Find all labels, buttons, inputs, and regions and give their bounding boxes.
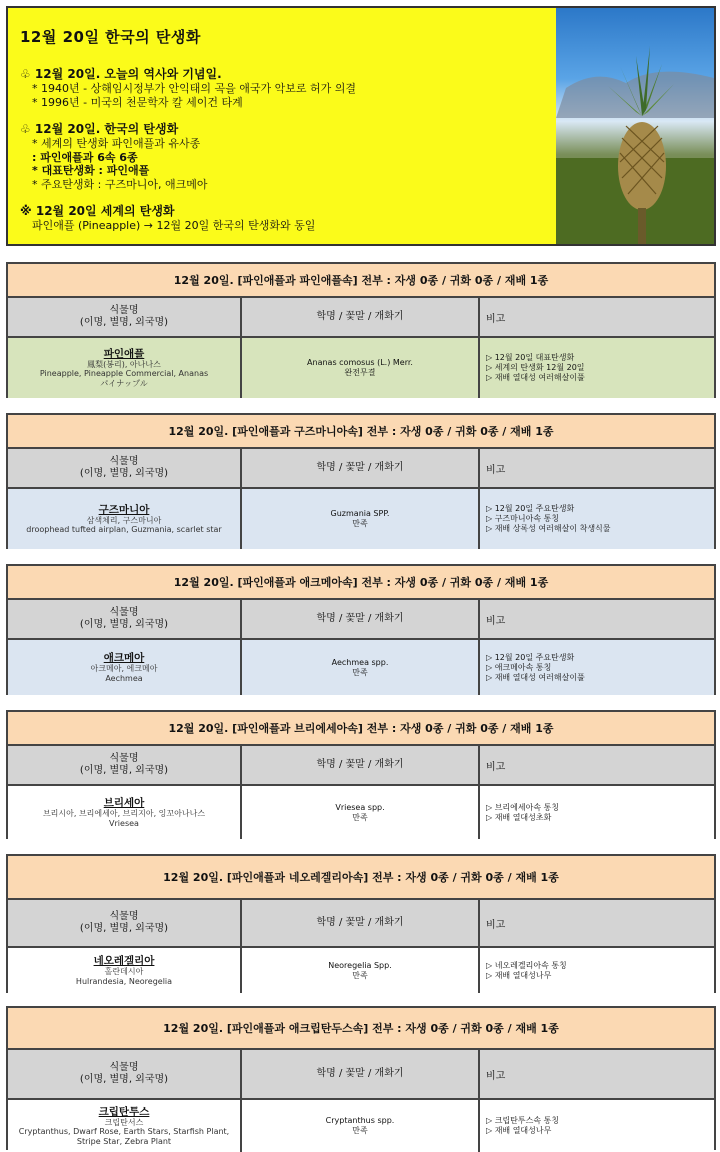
col-sci-header: 학명 / 꽃말 / 개화기 xyxy=(242,900,480,946)
col-name-label: 식물명 xyxy=(109,607,139,618)
col-name-header xyxy=(8,1050,242,1098)
col-name-sublabel: (이명, 별명, 외국명) xyxy=(79,317,169,328)
col-sci-header: 학명 / 꽃말 / 개화기 xyxy=(242,449,480,487)
note-line: ▷ 네오레겔리아속 통칭 xyxy=(486,960,567,970)
sci-cell xyxy=(242,489,480,549)
note-line: ▷ 재배 열대성초화 xyxy=(486,812,552,822)
section-title: 12월 20일. [파인애플과 파인애플속] 전부 : 자생 0종 / 귀화 0종 / 재배 1종 xyxy=(8,264,714,298)
korea-flower-heading: ♧ 12월 20일. 한국의 탄생화 xyxy=(20,122,179,136)
section-title: 12월 20일. [파인애플과 애크메아속] 전부 : 자생 0종 / 귀화 0종 / 재배 1종 xyxy=(8,566,714,600)
plant-name-cell xyxy=(8,1100,242,1152)
plant-name-cell xyxy=(8,786,242,839)
col-note-header: 비고 xyxy=(486,464,506,476)
col-name-header xyxy=(8,449,242,487)
section-title: 12월 20일. [파인애플과 애크립탄두스속] 전부 : 자생 0종 / 귀화 0종 / 재배 1종 xyxy=(8,1008,714,1050)
note-line: ▷ 12월 20일 주요탄생화 xyxy=(486,504,575,513)
world-flower-block xyxy=(20,204,560,233)
plant-foreign-name: Hulrandesia, Neoregelia xyxy=(75,976,173,986)
note-line: ▷ 12월 20일 대표탄생화 xyxy=(486,353,575,362)
note-cell xyxy=(480,948,714,993)
col-name-label: 식물명 xyxy=(109,456,139,467)
plant-name-cell xyxy=(8,489,242,549)
history-heading: ♧ 12월 20일. 오늘의 역사와 기념일. xyxy=(20,67,222,81)
scientific-name: Ananas comosus (L.) Merr. xyxy=(307,358,413,367)
korea-flower-line: * 대표탄생화 : 파인애플 xyxy=(32,164,150,177)
plant-name: 크립탄투스 xyxy=(98,1105,150,1118)
history-block xyxy=(20,67,560,109)
table-header-row xyxy=(8,298,714,338)
table-row xyxy=(8,640,714,695)
plant-japanese-name: パイナップル xyxy=(100,378,148,388)
col-name-label: 식물명 xyxy=(109,1062,139,1073)
note-line: ▷ 재배 열대성나무 xyxy=(486,1126,552,1135)
note-line: ▷ 애크메아속 통칭 xyxy=(486,662,552,672)
plant-foreign-name: Aechmea xyxy=(105,673,143,683)
col-note-header: 비고 xyxy=(486,615,506,627)
col-note-header: 비고 xyxy=(486,919,506,931)
korea-flower-line: : 파인애플과 6속 6종 xyxy=(32,150,138,164)
plant-name: 브리세아 xyxy=(103,797,145,809)
history-line: * 1940년 - 상해임시정부가 안익태의 곡을 애국가 악보로 허가 의결 xyxy=(32,82,356,95)
pineapple-illustration xyxy=(556,8,714,244)
plant-alias: 삼색체리, 구스마니아 xyxy=(86,515,162,525)
flower-meaning: 만족 xyxy=(352,812,368,822)
col-name-header xyxy=(8,600,242,638)
plant-alias: 크립탄서스 xyxy=(104,1117,144,1127)
section-title: 12월 20일. [파인애플과 네오레겔리아속] 전부 : 자생 0종 / 귀화 0종 / 재배 1종 xyxy=(8,856,714,900)
section-title: 12월 20일. [파인애플과 구즈마니아속] 전부 : 자생 0종 / 귀화 0종 / 재배 1종 xyxy=(8,415,714,449)
flower-section xyxy=(6,1006,716,1150)
plant-foreign-name: Pineapple, Pineapple Commercial, Ananas xyxy=(39,369,209,379)
note-line: ▷ 브리에세아속 통칭 xyxy=(486,802,560,812)
note-line: ▷ 12월 20일 주요탄생화 xyxy=(486,652,575,662)
note-line: ▷ 크립탄투스속 통칭 xyxy=(486,1116,560,1125)
table-row xyxy=(8,489,714,549)
flower-meaning: 만족 xyxy=(352,1126,368,1135)
table-row xyxy=(8,786,714,839)
scientific-name: Neoregelia Spp. xyxy=(328,960,392,970)
flower-section xyxy=(6,710,716,839)
flower-meaning: 만족 xyxy=(352,519,368,528)
plant-name-cell xyxy=(8,640,242,695)
table-header-row xyxy=(8,746,714,786)
col-name-label: 식물명 xyxy=(109,305,139,316)
plant-foreign-name: droophead tufted airplan, Guzmania, scarlet star xyxy=(26,525,222,534)
col-name-header xyxy=(8,900,242,946)
col-name-label: 식물명 xyxy=(109,753,139,764)
korea-flower-block xyxy=(20,122,560,191)
col-sci-header: 학명 / 꽃말 / 개화기 xyxy=(242,298,480,336)
note-line: ▷ 세계의 탄생화 12월 20일 xyxy=(486,363,585,372)
page-title: 12월 20일 한국의 탄생화 xyxy=(20,28,201,46)
history-line: * 1996년 - 미국의 천문학자 칼 세이건 타계 xyxy=(32,95,243,109)
flower-meaning: 완전무결 xyxy=(344,368,376,377)
note-cell xyxy=(480,640,714,695)
flower-meaning: 만족 xyxy=(352,667,368,677)
scientific-name: Guzmania SPP. xyxy=(330,509,390,518)
col-sci-header: 학명 / 꽃말 / 개화기 xyxy=(242,1050,480,1098)
table-row xyxy=(8,338,714,398)
plant-alias: 아크메아, 에크메아 xyxy=(90,664,158,673)
plant-alias: 鳳梨(봉리), 아나나스 xyxy=(87,359,161,369)
note-cell xyxy=(480,489,714,549)
world-flower-line: 파인애플 (Pineapple) → 12월 20일 한국의 탄생화와 동일 xyxy=(32,219,316,232)
plant-name-cell xyxy=(8,338,242,398)
world-flower-heading: ※ 12월 20일 세계의 탄생화 xyxy=(20,204,175,218)
note-line: ▷ 구즈마니아속 통칭 xyxy=(486,514,560,523)
plant-name: 네오레겔리아 xyxy=(93,955,155,967)
note-cell xyxy=(480,786,714,839)
plant-name: 애크메아 xyxy=(103,652,145,664)
col-sci-header: 학명 / 꽃말 / 개화기 xyxy=(242,746,480,784)
table-row xyxy=(8,948,714,993)
sci-cell xyxy=(242,786,480,839)
table-header-row xyxy=(8,449,714,489)
table-row xyxy=(8,1100,714,1152)
col-name-sublabel: (이명, 별명, 외국명) xyxy=(79,619,169,630)
korea-flower-line: * 세계의 탄생화 파인애플과 유사종 xyxy=(32,137,201,150)
scientific-name: Cryptanthus spp. xyxy=(325,1116,395,1125)
flower-section xyxy=(6,413,716,549)
col-sci-header: 학명 / 꽃말 / 개화기 xyxy=(242,600,480,638)
pineapple-photo xyxy=(556,8,714,244)
plant-foreign-name: Vriesea xyxy=(109,818,139,828)
note-cell xyxy=(480,1100,714,1152)
sci-cell xyxy=(242,1100,480,1152)
scientific-name: Vriesea spp. xyxy=(335,802,385,812)
col-name-sublabel: (이명, 별명, 외국명) xyxy=(79,1074,169,1085)
col-name-sublabel: (이명, 별명, 외국명) xyxy=(79,923,169,934)
col-name-label: 식물명 xyxy=(109,911,139,922)
col-note-header: 비고 xyxy=(486,1070,506,1082)
table-header-row xyxy=(8,900,714,948)
flower-section xyxy=(6,564,716,695)
scientific-name: Aechmea spp. xyxy=(331,657,389,667)
plant-name: 구즈마니아 xyxy=(98,503,150,516)
note-cell xyxy=(480,338,714,398)
table-header-row xyxy=(8,600,714,640)
flower-meaning: 만족 xyxy=(352,970,368,980)
plant-name: 파인애플 xyxy=(103,347,145,360)
flower-section xyxy=(6,262,716,398)
table-header-row xyxy=(8,1050,714,1100)
plant-alias: 홀란데시아 xyxy=(104,967,144,976)
sci-cell xyxy=(242,948,480,993)
korea-flower-line: * 주요탄생화 : 구즈마니아, 애크메아 xyxy=(32,177,208,191)
col-name-sublabel: (이명, 별명, 외국명) xyxy=(79,765,169,776)
sci-cell xyxy=(242,640,480,695)
col-note-header: 비고 xyxy=(486,761,506,773)
section-title: 12월 20일. [파인애플과 브리에세아속] 전부 : 자생 0종 / 귀화 0종 / 재배 1종 xyxy=(8,712,714,746)
col-name-header xyxy=(8,298,242,336)
plant-name-cell xyxy=(8,948,242,993)
note-line: ▷ 재배 열대성나무 xyxy=(486,970,552,980)
note-line: ▷ 재배 열대성 여러해살이풀 xyxy=(486,373,585,382)
header-text xyxy=(20,26,560,246)
note-line: ▷ 재배 열대성 여러해살이풀 xyxy=(486,672,585,682)
plant-alias: 브리시아, 브리에세아, 브리지아, 잉꼬아나나스 xyxy=(42,809,206,818)
note-line: ▷ 재배 상록성 여러해살이 착생식물 xyxy=(486,524,611,533)
flower-section xyxy=(6,854,716,993)
col-note-header: 비고 xyxy=(486,313,506,325)
col-name-header xyxy=(8,746,242,784)
plant-foreign-name: Cryptanthus, Dwarf Rose, Earth Stars, Starfish Plant, Stripe Star, Zebra Plant xyxy=(18,1127,230,1146)
col-name-sublabel: (이명, 별명, 외국명) xyxy=(79,468,169,479)
sci-cell xyxy=(242,338,480,398)
header-panel xyxy=(6,6,716,246)
